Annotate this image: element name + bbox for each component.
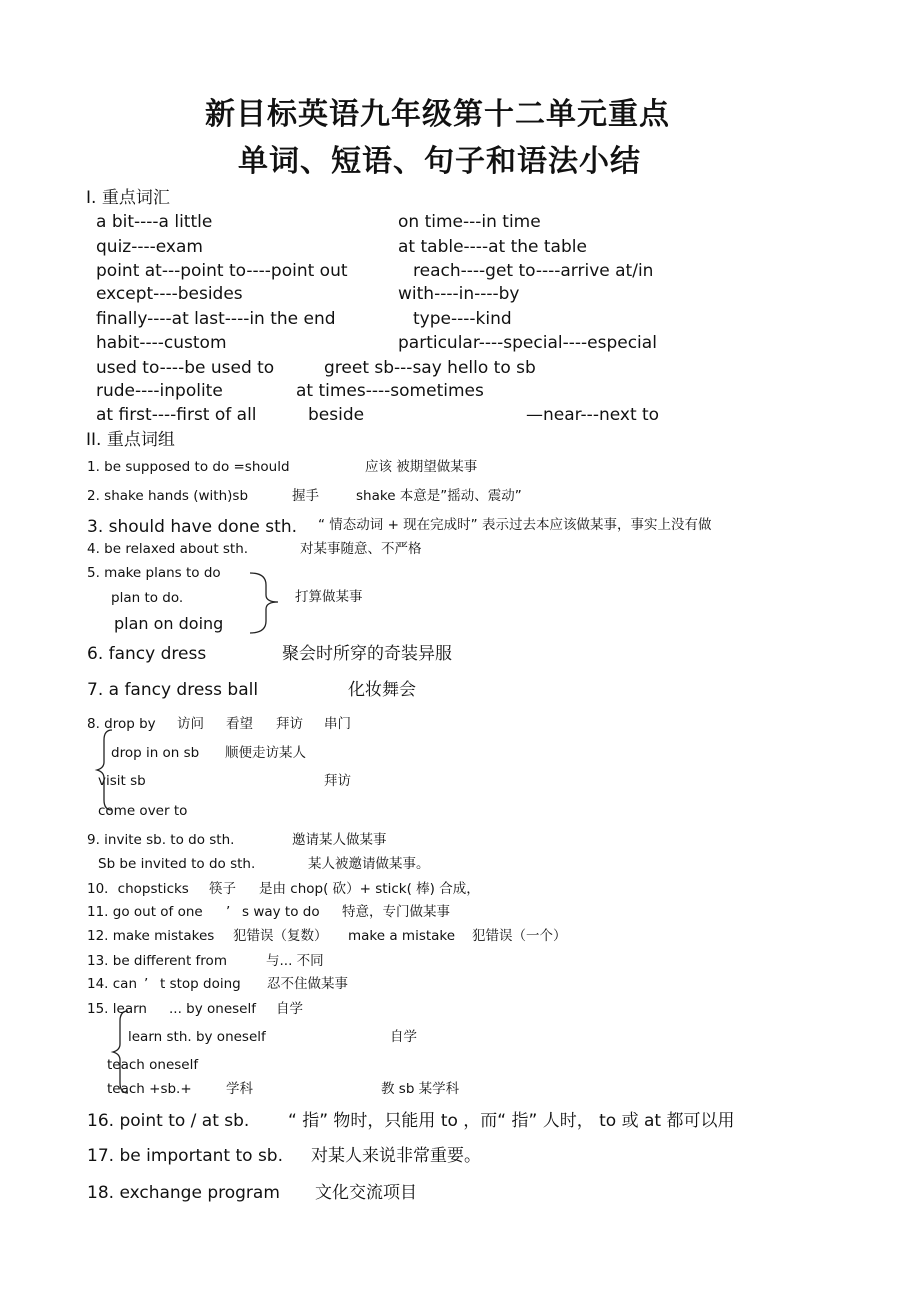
vocab-left-5: finally----at last----in the end	[96, 309, 336, 329]
phrase-13-meaning: 与... 不同	[266, 953, 324, 969]
vocab-left-1: a bit----a little	[96, 212, 213, 232]
phrase-11a: 11. go out of one	[87, 904, 203, 920]
phrase-12b-meaning: 犯错误（一个）	[472, 928, 567, 944]
phrase-8-m3: 拜访	[276, 716, 303, 732]
vocab-left-6: habit----custom	[96, 333, 227, 353]
phrase-8-m4: 串门	[324, 716, 351, 732]
phrase-8-m1: 访问	[177, 716, 204, 732]
phrase-5b: plan to do.	[111, 590, 184, 606]
vocab-right-1: on time---in time	[398, 212, 541, 232]
left-brace-2	[110, 1009, 130, 1095]
phrase-5a: 5. make plans to do	[87, 565, 221, 581]
phrase-15b: learn sth. by oneself	[128, 1029, 266, 1045]
phrase-12: 12. make mistakes	[87, 928, 215, 944]
page-title-line1: 新目标英语九年级第十二单元重点	[205, 97, 670, 132]
vocab-right-5: type----kind	[413, 309, 512, 329]
phrase-15-meaning: 自学	[276, 1001, 303, 1017]
phrase-14b: t stop doing	[160, 976, 241, 992]
phrase-18: 18. exchange program	[87, 1183, 280, 1203]
phrase-6: 6. fancy dress	[87, 644, 207, 664]
phrase-8c-meaning: 拜访	[324, 773, 351, 789]
vocab-right-6: particular----special----especial	[398, 333, 657, 353]
phrase-15-detail: ... by oneself	[169, 1001, 256, 1017]
phrase-4: 4. be relaxed about sth.	[87, 541, 249, 557]
phrase-8b: drop in on sb	[111, 745, 200, 761]
phrase-3-meaning: “ 情态动词 + 现在完成时” 表示过去本应该做某事，事实上没有做	[318, 517, 712, 533]
vocab-right-4: with----in----by	[398, 284, 520, 304]
phrase-10-meaning: 筷子	[209, 881, 236, 897]
phrase-8d: come over to	[98, 803, 188, 819]
phrase-10: 10．chopsticks	[87, 881, 189, 897]
phrase-15c: teach oneself	[107, 1057, 199, 1073]
phrase-14a: 14. can	[87, 976, 138, 992]
page-title-line2: 单词、短语、句子和语法小结	[238, 144, 641, 179]
phrase-9-meaning: 邀请某人做某事	[292, 832, 387, 848]
vocab-left-2: quiz----exam	[96, 237, 203, 257]
phrase-11b: s way to do	[242, 904, 320, 920]
vocab-left-3: point at---point to----point out	[96, 261, 348, 281]
phrase-1-meaning: 应该 被期望做某事	[365, 459, 478, 475]
phrase-11-apostrophe: ’	[226, 904, 231, 920]
phrase-8b-meaning: 顺便走访某人	[225, 745, 306, 761]
phrase-8-m2: 看望	[226, 716, 253, 732]
phrase-18-meaning: 文化交流项目	[315, 1183, 417, 1203]
vocab-right-7: greet sb---say hello to sb	[324, 358, 536, 378]
section1-heading: I. 重点词汇	[86, 188, 170, 208]
phrase-1: 1. be supposed to do =should	[87, 459, 290, 475]
right-brace	[248, 571, 298, 635]
phrase-4-meaning: 对某事随意、不严格	[300, 541, 422, 557]
vocab-left-7: used to----be used to	[96, 358, 275, 378]
phrase-8c: visit sb	[98, 773, 146, 789]
phrase-15d-meaning: 学科	[226, 1081, 253, 1097]
vocab-left-4: except----besides	[96, 284, 243, 304]
vocab-left-9: at first----first of all	[96, 405, 257, 425]
phrase-5-meaning: 打算做某事	[295, 589, 363, 605]
phrase-14-apostrophe: ’	[144, 976, 149, 992]
phrase-5c: plan on doing	[114, 614, 224, 633]
phrase-13: 13. be different from	[87, 953, 227, 969]
phrase-6-meaning: 聚会时所穿的奇装异服	[282, 644, 452, 664]
phrase-2-note: shake 本意是”摇动、震动”	[356, 488, 522, 504]
phrase-7-meaning: 化妆舞会	[348, 680, 416, 700]
phrase-9: 9. invite sb. to do sth.	[87, 832, 235, 848]
phrase-15b-meaning: 自学	[390, 1029, 417, 1045]
phrase-17: 17. be important to sb.	[87, 1146, 284, 1166]
phrase-10-note: 是由 chop( 砍）+ stick( 棒) 合成，	[259, 881, 480, 897]
phrase-17-meaning: 对某人来说非常重要。	[311, 1146, 481, 1166]
phrase-15: 15. learn	[87, 1001, 147, 1017]
phrase-14-meaning: 忍不住做某事	[267, 976, 348, 992]
phrase-12-meaning: 犯错误（复数）	[233, 928, 328, 944]
left-brace	[94, 728, 114, 812]
phrase-16: 16. point to / at sb.	[87, 1111, 250, 1131]
phrase-8: 8. drop by	[87, 716, 156, 732]
phrase-11-meaning: 特意，专门做某事	[342, 904, 450, 920]
phrase-15d: teach +sb.+	[107, 1081, 192, 1097]
vocab-left-8: rude----inpolite	[96, 381, 223, 401]
vocab-mid-9: beside	[308, 405, 365, 425]
phrase-7: 7. a fancy dress ball	[87, 680, 259, 700]
vocab-right-9: —near---next to	[526, 405, 660, 425]
phrase-9b-meaning: 某人被邀请做某事。	[308, 856, 430, 872]
phrase-16-meaning: “ 指” 物时，只能用 to ，而“ 指” 人时， to 或 at 都可以用	[288, 1111, 735, 1131]
phrase-12b: make a mistake	[348, 928, 456, 944]
vocab-right-8: at times----sometimes	[296, 381, 484, 401]
phrase-3: 3. should have done sth.	[87, 517, 297, 537]
vocab-right-3: reach----get to----arrive at/in	[413, 261, 654, 281]
phrase-15d-note: 教 sb 某学科	[381, 1081, 460, 1097]
vocab-right-2: at table----at the table	[398, 237, 587, 257]
phrase-2: 2. shake hands (with)sb	[87, 488, 249, 504]
phrase-9b: Sb be invited to do sth.	[98, 856, 256, 872]
section2-heading: II. 重点词组	[86, 430, 175, 450]
phrase-2-meaning: 握手	[292, 488, 319, 504]
